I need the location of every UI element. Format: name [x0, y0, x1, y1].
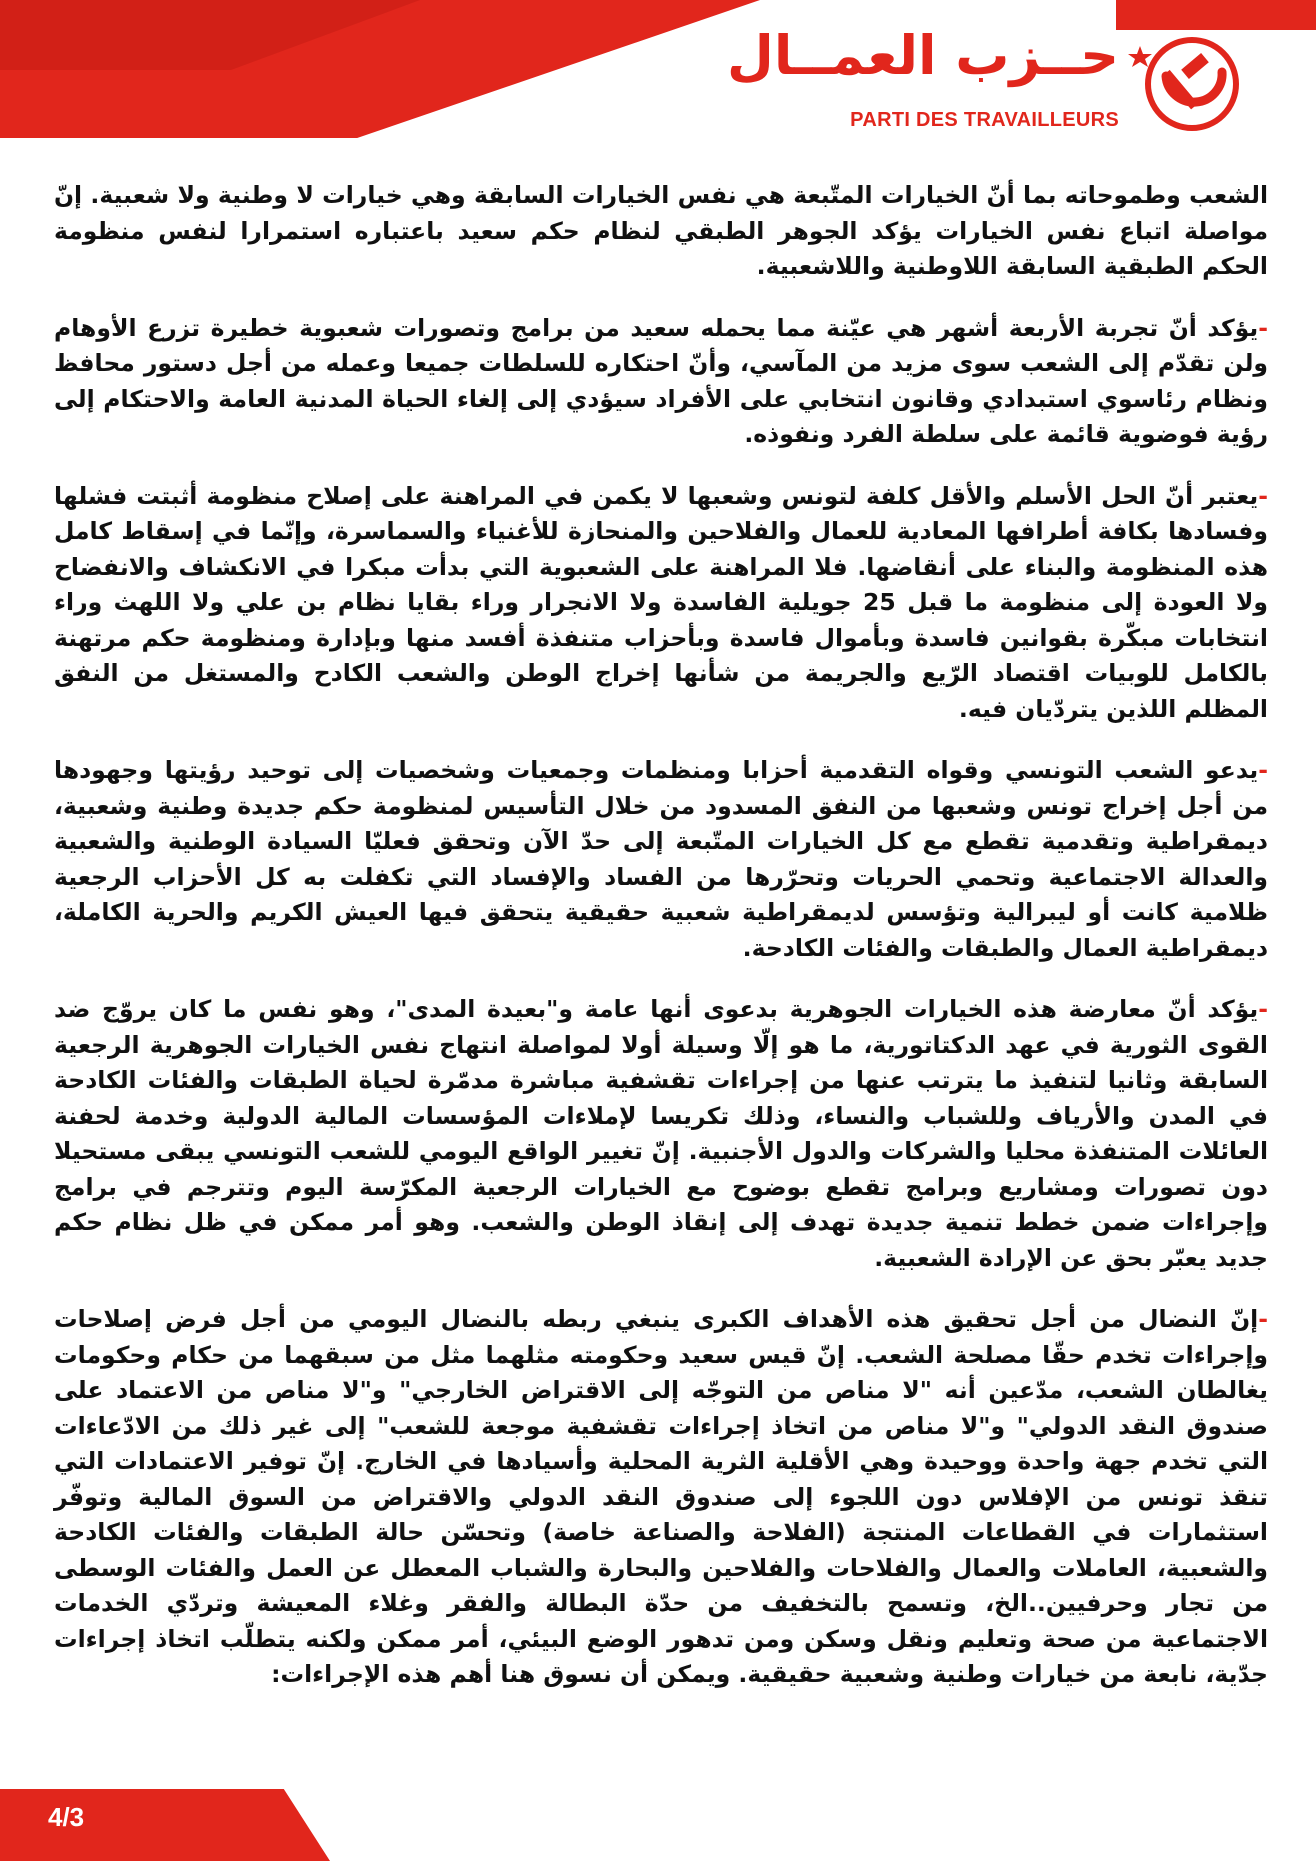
- hammer-sickle-star-icon: [1126, 32, 1244, 134]
- bullet-dash: -: [1258, 481, 1268, 510]
- bullet-dash: -: [1258, 756, 1268, 784]
- party-name-arabic: حــزب العمــال: [726, 24, 1119, 87]
- paragraph-3: [54, 479, 1268, 728]
- bullet-dash: -: [1258, 995, 1268, 1023]
- document-body: [54, 178, 1268, 1719]
- paragraph-text: الشعب وطموحاته بما أنّ الخيارات المتّبعة هي نفس الخيارات السابقة وهي خيارات لا وطنية ولا شعبية. إنّ مواصلة اتباع نفس الخيارات يؤكد الجوهر الطبقي لنظام حكم سعيد باعتباره استمرارا لنفس منظومة الحكم الطبقية السابقة اللاوطنية واللاشعبية.: [54, 181, 1268, 280]
- paragraph-5: [54, 992, 1268, 1276]
- paragraph-text: يؤكد أنّ تجربة الأربعة أشهر هي عيّنة مما يحمله سعيد من برامج وتصورات شعبوية خطيرة تزرع الأوهام ولن تقدّم إلى الشعب سوى مزيد من المآسي، وأنّ احتكاره للسلطات جميعا وعمله من أجل دستور محافظ ونظام رئاسوي استبدادي وقانون انتخابي على الأفراد سيؤدي إلى إلغاء الحياة المدنية العامة والاحتكام إلى رؤية فوضوية قائمة على سلطة الفرد ونفوذه.: [54, 313, 1268, 448]
- paragraph-6: [54, 1302, 1268, 1693]
- party-logo: [726, 24, 1244, 136]
- paragraph-4: [54, 753, 1268, 966]
- paragraph-1: [54, 178, 1268, 285]
- paragraph-text: يدعو الشعب التونسي وقواه التقدمية أحزابا ومنظمات وجمعيات وشخصيات إلى توحيد رؤيتها وجهودها من أجل إخراج تونس وشعبها من النفق المسدود من خلال التأسيس لمنظومة حكم جديدة وطنية وشعبية، ديمقراطية وتقدمية تقطع مع كل الخيارات المتّبعة إلى حدّ الآن وتحقق فعليّا السيادة الوطنية والشعبية والعدالة الاجتماعية وتحمي الحريات وتحرّرها من الفساد والإفساد التي تكفلت به كل الأحزاب الرجعية ظلامية كانت أو ليبرالية وتؤسس لديمقراطية شعبية حقيقية يتحقق فيها العيش الكريم والحرية الكاملة، ديمقراطية العمال والطبقات والفئات الكادحة.: [54, 756, 1268, 962]
- paragraph-text: يعتبر أنّ الحل الأسلم والأقل كلفة لتونس وشعبها لا يكمن في المراهنة على إصلاح منظومة أثبتت فشلها وفسادها بكافة أطرافها المعادية للعمال والفلاحين والمنحازة للأغنياء والسماسرة، وإنّما في إسقاط كامل هذه المنظومة والبناء على أنقاضها. فلا المراهنة على الشعبوية التي بدأت مبكرا في الانكشاف والانفضاح ولا العودة إلى منظومة ما قبل 25 جويلية الفاسدة ولا الانجرار وراء بقايا نظام بن علي ولا اللهث وراء انتخابات مبكّرة بقوانين فاسدة وبأموال فاسدة وبأحزاب متنفذة أفسد منها وبإدارة ومنظومة حكم مرتهنة بالكامل للوبيات اقتصاد الرّيع والجريمة من شأنها إخراج الوطن والشعب الكادح والمستغل من النفق المظلم اللذين يتردّيان فيه.: [54, 481, 1268, 723]
- bullet-dash: -: [1258, 1305, 1268, 1333]
- page-number: 4/3: [48, 1802, 85, 1832]
- bullet-dash: -: [1258, 313, 1268, 342]
- paragraph-text: إنّ النضال من أجل تحقيق هذه الأهداف الكبرى ينبغي ربطه بالنضال اليومي من أجل فرض إصلاحات وإجراءات تخدم حقّا مصلحة الشعب. إنّ قيس سعيد وحكومته مثلهما مثل من سبقهما من حكام وحكومات يغالطان الشعب، مدّعين أنه "لا مناص من التوجّه إلى الاقتراض الخارجي" و"لا مناص من الاعتماد على صندوق النقد الدولي" و"لا مناص من اتخاذ إجراءات تقشفية موجعة للشعب" إلى غير ذلك من الادّعاءات التي تخدم جهة واحدة ووحيدة وهي الأقلية الثرية المحلية وأسيادها في الخارج. إنّ توفير الاعتمادات التي تنقذ تونس من الإفلاس دون اللجوء إلى صندوق النقد الدولي والاقتراض من السوق المالية وتوفّر استثمارات في القطاعات المنتجة (الفلاحة والصناعة خاصة) وتحسّن حالة الطبقات والفئات الكادحة والشعبية، العاملات والعمال والفلاحات والفلاحين والبحارة والشباب المعطل عن العمل والفئات الوسطى من تجار وحرفيين..الخ، وتسمح بالتخفيف من حدّة البطالة والفقر وغلاء المعيشة وتردّي الخدمات الاجتماعية من صحة وتعليم ونقل وسكن ومن تدهور الوضع البيئي، أمر ممكن ولكنه يتطلّب اتخاذ إجراءات جدّية، نابعة من خيارات وطنية وشعبية حقيقية. ويمكن أن نسوق هنا أهم هذه الإجراءات:: [54, 1305, 1268, 1688]
- paragraph-text: يؤكد أنّ معارضة هذه الخيارات الجوهرية بدعوى أنها عامة و"بعيدة المدى"، وهو نفس ما كان يروّج ضد القوى الثورية في عهد الدكتاتورية، ما هو إلّا وسيلة أولا لمواصلة انتهاج نفس الخيارات الجوهرية الرجعية السابقة وثانيا لتنفيذ ما يترتب عنها من إجراءات تقشفية مباشرة مدمّرة لحياة الطبقات والفئات الكادحة في المدن والأرياف وللشباب والنساء، وذلك تكريسا لإملاءات المؤسسات المالية الدولية وخدمة لحفنة العائلات المتنفذة محليا والشركات والدول الأجنبية. إنّ تغيير الواقع اليومي للشعب التونسي يبقى مستحيلا دون تصورات ومشاريع وبرامج تقطع بوضوح مع الخيارات الرجعية المكرّسة اليوم وتترجم في برامج وإجراءات ضمن خطط تنمية جديدة تهدف إلى إنقاذ الوطن والشعب. وهو أمر ممكن في ظل نظام حكم جديد يعبّر بحق عن الإرادة الشعبية.: [54, 995, 1268, 1272]
- party-name-french: PARTI DES TRAVAILLEURS: [850, 109, 1119, 131]
- paragraph-2: [54, 311, 1268, 453]
